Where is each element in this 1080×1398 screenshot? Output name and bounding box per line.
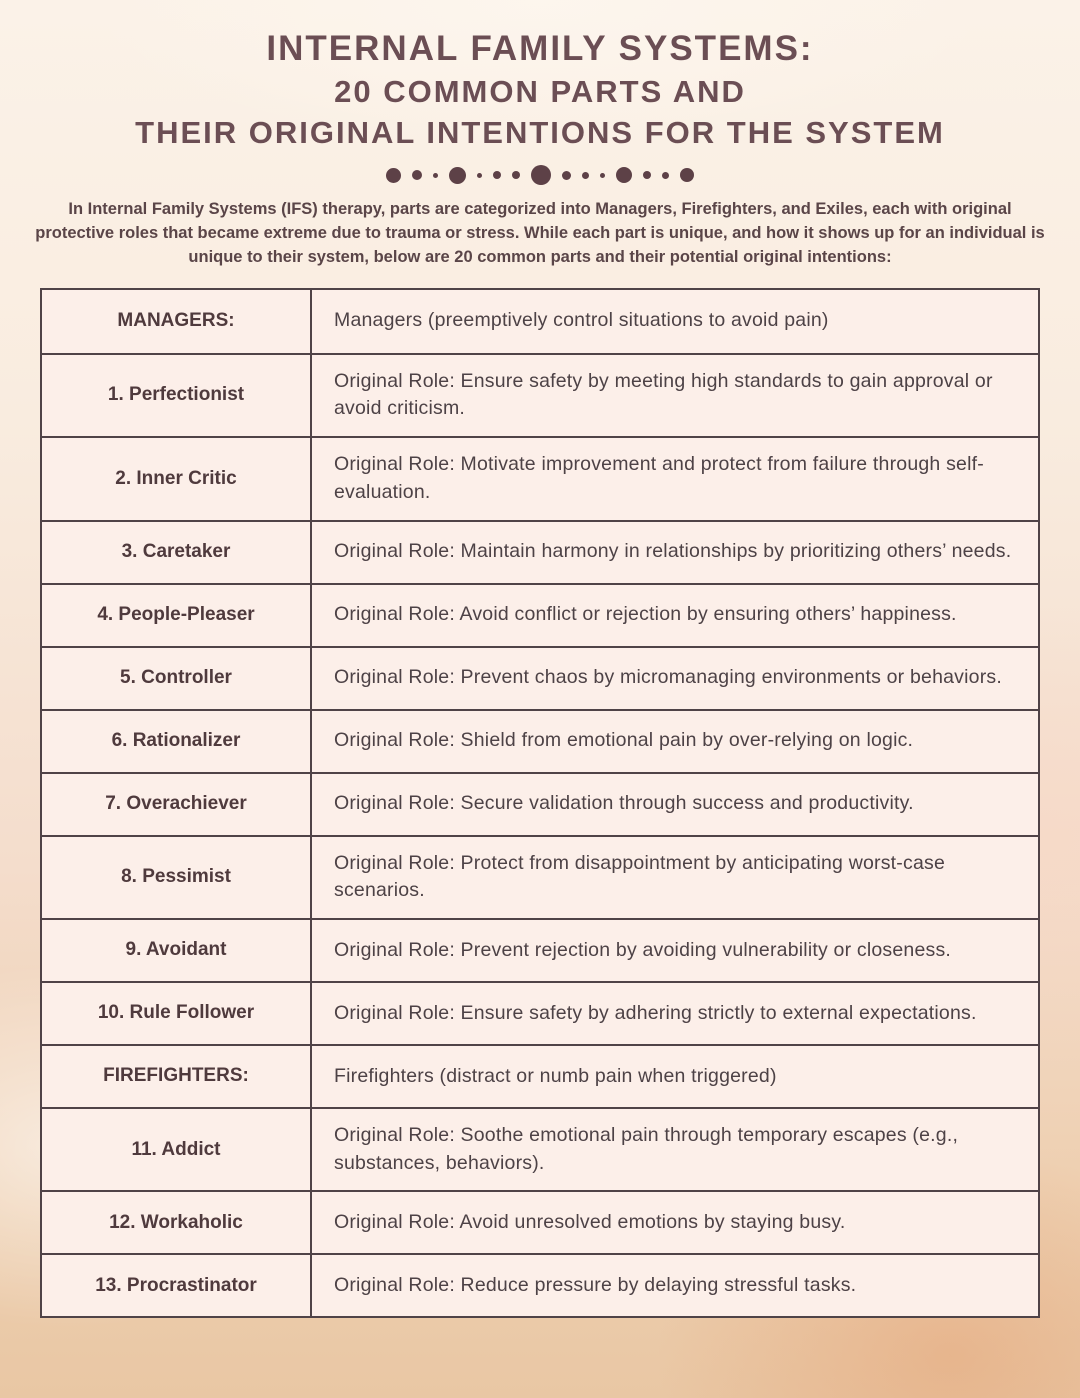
part-description: Original Role: Soothe emotional pain through temporary escapes (e.g., substances, behaviors). xyxy=(334,1123,959,1174)
part-description: Original Role: Avoid conflict or rejection by ensuring others’ happiness. xyxy=(334,603,957,626)
table-row xyxy=(42,981,1038,1044)
part-name: 2. Inner Critic xyxy=(42,438,312,519)
dot-icon xyxy=(643,171,651,179)
table-row xyxy=(42,709,1038,772)
part-name: 4. People-Pleaser xyxy=(42,585,312,646)
part-description: Original Role: Maintain harmony in relationships by prioritizing others’ needs. xyxy=(334,540,1012,563)
dot-icon xyxy=(477,173,482,178)
decorative-dots xyxy=(0,164,1080,186)
dot-icon xyxy=(582,172,589,179)
table-row xyxy=(42,918,1038,981)
part-description: Original Role: Ensure safety by meeting high standards to gain approval or avoid criticism. xyxy=(334,369,993,420)
part-description: Original Role: Shield from emotional pain by over-relying on logic. xyxy=(334,729,914,752)
part-description: Original Role: Prevent chaos by micromanaging environments or behaviors. xyxy=(334,666,1002,689)
part-description: Original Role: Secure validation through success and productivity. xyxy=(334,792,914,815)
dot-icon xyxy=(493,171,501,179)
part-name: 9. Avoidant xyxy=(42,920,312,981)
part-description: Original Role: Avoid unresolved emotions by staying busy. xyxy=(334,1210,846,1233)
table-row xyxy=(42,520,1038,583)
section-description: Managers (preemptively control situations to avoid pain) xyxy=(334,309,829,332)
part-description: Original Role: Protect from disappointment by anticipating worst-case scenarios. xyxy=(334,851,945,902)
part-name: 12. Workaholic xyxy=(42,1192,312,1253)
dot-icon xyxy=(386,168,401,183)
intro-paragraph: In Internal Family Systems (IFS) therapy, parts are categorized into Managers, Firefighters, and Exiles, each with original protective roles that became extreme due to trauma or stress. While each part is unique, and how it shows up for an individual is unique to their system, below are 20 common parts and their potential original intentions: xyxy=(35,200,1045,266)
dot-icon xyxy=(680,168,694,182)
page-title-line-3: THEIR ORIGINAL INTENTIONS FOR THE SYSTEM xyxy=(135,115,945,151)
dot-icon xyxy=(412,170,422,180)
part-description: Original Role: Motivate improvement and protect from failure through self-evaluation. xyxy=(334,453,984,503)
table-row xyxy=(42,436,1038,519)
part-description: Original Role: Reduce pressure by delaying stressful tasks. xyxy=(334,1273,857,1296)
dot-icon xyxy=(662,172,669,179)
dot-icon xyxy=(449,167,466,184)
table-row xyxy=(42,1044,1038,1107)
parts-table xyxy=(40,288,1040,1319)
part-name: 13. Procrastinator xyxy=(42,1255,312,1316)
part-name: 6. Rationalizer xyxy=(42,711,312,772)
part-name: 7. Overachiever xyxy=(42,774,312,835)
part-name: 3. Caretaker xyxy=(42,522,312,583)
section-label: FIREFIGHTERS: xyxy=(42,1046,312,1107)
part-description: Original Role: Prevent rejection by avoiding vulnerability or closeness. xyxy=(334,938,952,961)
table-row xyxy=(42,772,1038,835)
table-row xyxy=(42,1107,1038,1190)
table-row xyxy=(42,1190,1038,1253)
table-row xyxy=(42,353,1038,436)
page-title-line-1: INTERNAL FAMILY SYSTEMS: xyxy=(266,29,814,68)
part-name: 10. Rule Follower xyxy=(42,983,312,1044)
dot-icon xyxy=(531,165,551,185)
part-name: 11. Addict xyxy=(42,1109,312,1190)
part-description: Original Role: Ensure safety by adhering strictly to external expectations. xyxy=(334,1001,977,1024)
table-row xyxy=(42,1253,1038,1316)
dot-icon xyxy=(512,171,520,179)
table-row xyxy=(42,583,1038,646)
part-name: 1. Perfectionist xyxy=(42,355,312,436)
table-row xyxy=(42,290,1038,353)
dot-icon xyxy=(600,173,605,178)
dot-icon xyxy=(616,167,632,183)
table-row xyxy=(42,835,1038,918)
document-header xyxy=(0,0,1080,270)
part-name: 8. Pessimist xyxy=(42,837,312,918)
table-row xyxy=(42,646,1038,709)
section-label: MANAGERS: xyxy=(42,290,312,353)
part-name: 5. Controller xyxy=(42,648,312,709)
dot-icon xyxy=(562,171,571,180)
section-description: Firefighters (distract or numb pain when triggered) xyxy=(334,1064,777,1087)
dot-icon xyxy=(433,173,438,178)
page-title-line-2: 20 COMMON PARTS AND xyxy=(334,74,746,110)
